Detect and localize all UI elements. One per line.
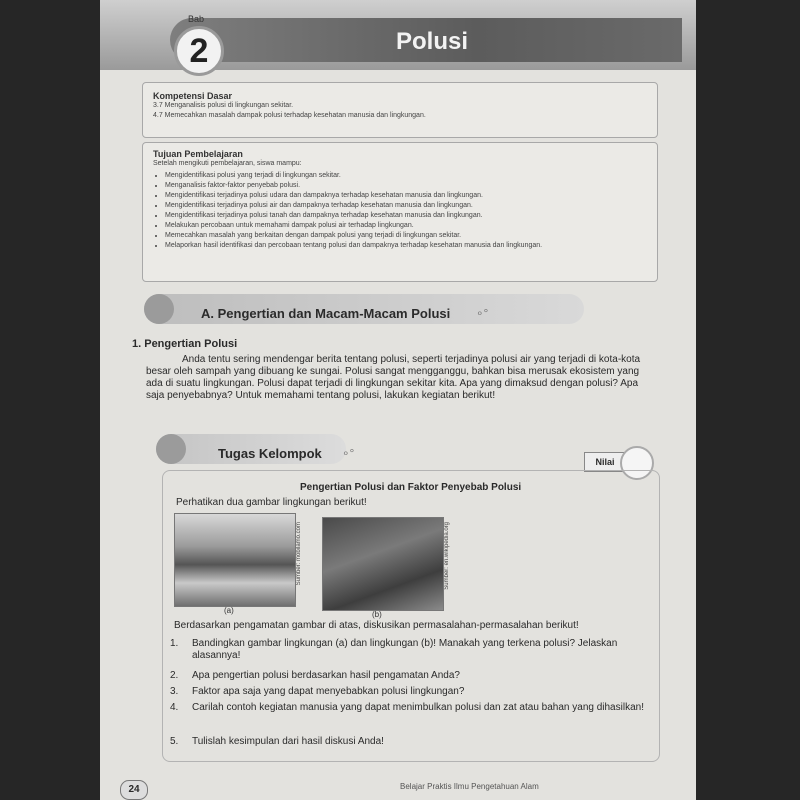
questions-intro: Berdasarkan pengamatan gambar di atas, diskusikan permasalahan-permasalahan berikut! (174, 620, 579, 631)
paragraph-text: Anda tentu sering mendengar berita tentang polusi, seperti terjadinya polusi air yang terjadi di kota-kota besar oleh sampah yang dibuang ke sungai. Polusi sangat mengganggu, bahkan bisa merusak ekosistem yang ada di suatu lingkungan. Polusi dapat terjadi di lingkungan sekitar kita. Apa yang dimaksud dengan polusi? Apa saja penyebabnya? Untuk memahami tentang polusi, lakukan kegiatan berikut! (146, 354, 641, 401)
task-title: Tugas Kelompok (218, 446, 322, 461)
photo-b-caption: (b) (372, 610, 382, 619)
chapter-number: 2 (174, 26, 224, 76)
question-number: 5. (170, 736, 179, 747)
bab-label: Bab (188, 14, 205, 24)
tujuan-intro: Setelah mengikuti pembelajaran, siswa mampu: (153, 160, 302, 167)
kompetensi-item: 3.7 Menganalisis polusi di lingkungan sekitar. (153, 102, 294, 109)
kompetensi-heading: Kompetensi Dasar (153, 91, 233, 101)
list-item: • Melakukan percobaan untuk memahami dampak polusi air terhadap lingkungan. (165, 221, 647, 231)
question-item (170, 686, 650, 698)
question-text: Carilah contoh kegiatan manusia yang dapat menimbulkan polusi dan zat atau bahan yang dihasilkan! (192, 702, 644, 713)
question-number: 3. (170, 686, 179, 697)
question-text: Apa pengertian polusi berdasarkan hasil pengamatan Anda? (192, 670, 460, 681)
question-number: 1. (170, 638, 179, 649)
question-text: Bandingkan gambar lingkungan (a) dan lingkungan (b)! Manakah yang terkena polusi? Jelaskan alasannya! (192, 638, 618, 661)
photo-a-caption: (a) (224, 606, 234, 615)
list-item: • Mengidentifikasi terjadinya polusi air dan dampaknya terhadap kesehatan manusia dan lingkungan. (165, 201, 647, 211)
photo-clean-lake (174, 513, 296, 607)
task-icon (156, 434, 186, 464)
list-item: • Mengidentifikasi terjadinya polusi udara dan dampaknya terhadap kesehatan manusia dan lingkungan. (165, 191, 647, 201)
tujuan-pembelajaran-box (142, 142, 658, 282)
list-item: • Memecahkan masalah yang berkaitan dengan dampak polusi yang terjadi di lingkungan sekitar. (165, 231, 647, 241)
question-item (170, 670, 650, 682)
question-text: Tulislah kesimpulan dari hasil diskusi Anda! (192, 736, 384, 747)
tujuan-list (153, 171, 647, 251)
section-title: A. Pengertian dan Macam-Macam Polusi (201, 306, 451, 321)
subsection-title: 1. Pengertian Polusi (132, 338, 238, 350)
question-number: 4. (170, 702, 179, 713)
question-number: 2. (170, 670, 179, 681)
task-heading: Pengertian Polusi dan Faktor Penyebab Polusi (300, 482, 522, 493)
list-item: • Melaporkan hasil identifikasi dan percobaan tentang polusi dan dampaknya terhadap kesehatan manusia dan lingkungan. (165, 241, 647, 251)
kompetensi-item: 4.7 Memecahkan masalah dampak polusi terhadap kesehatan manusia dan lingkungan. (153, 112, 426, 119)
bubbles-icon: ∘° (342, 446, 355, 460)
question-text: Faktor apa saja yang dapat menyebabkan polusi lingkungan? (192, 686, 465, 697)
list-item: • Mengidentifikasi polusi yang terjadi di lingkungan sekitar. (165, 171, 647, 181)
page-number: 24 (120, 780, 148, 800)
chapter-header (100, 0, 696, 70)
bubbles-icon: ∘° (476, 306, 489, 320)
section-icon (144, 294, 174, 324)
question-item (170, 702, 650, 714)
photo-b-credit: Sumber: en.wikipedia.org (444, 522, 450, 590)
nilai-label: Nilai (584, 452, 626, 472)
tujuan-heading: Tujuan Pembelajaran (153, 149, 243, 159)
question-item (170, 638, 650, 662)
photo-polluted-river (322, 517, 444, 611)
textbook-page (100, 0, 696, 800)
chapter-title: Polusi (396, 28, 469, 55)
photo-a-credit: Sumber: mobilamo.com (296, 522, 302, 586)
kompetensi-dasar-box (142, 82, 658, 138)
book-title-footer: Belajar Praktis Ilmu Pengetahuan Alam (400, 782, 539, 791)
list-item: • Menganalisis faktor-faktor penyebab polusi. (165, 181, 647, 191)
task-intro: Perhatikan dua gambar lingkungan berikut! (176, 497, 367, 508)
list-item: • Mengidentifikasi terjadinya polusi tanah dan dampaknya terhadap kesehatan manusia dan lingkungan. (165, 211, 647, 221)
body-paragraph (146, 354, 656, 402)
question-item (170, 736, 650, 748)
